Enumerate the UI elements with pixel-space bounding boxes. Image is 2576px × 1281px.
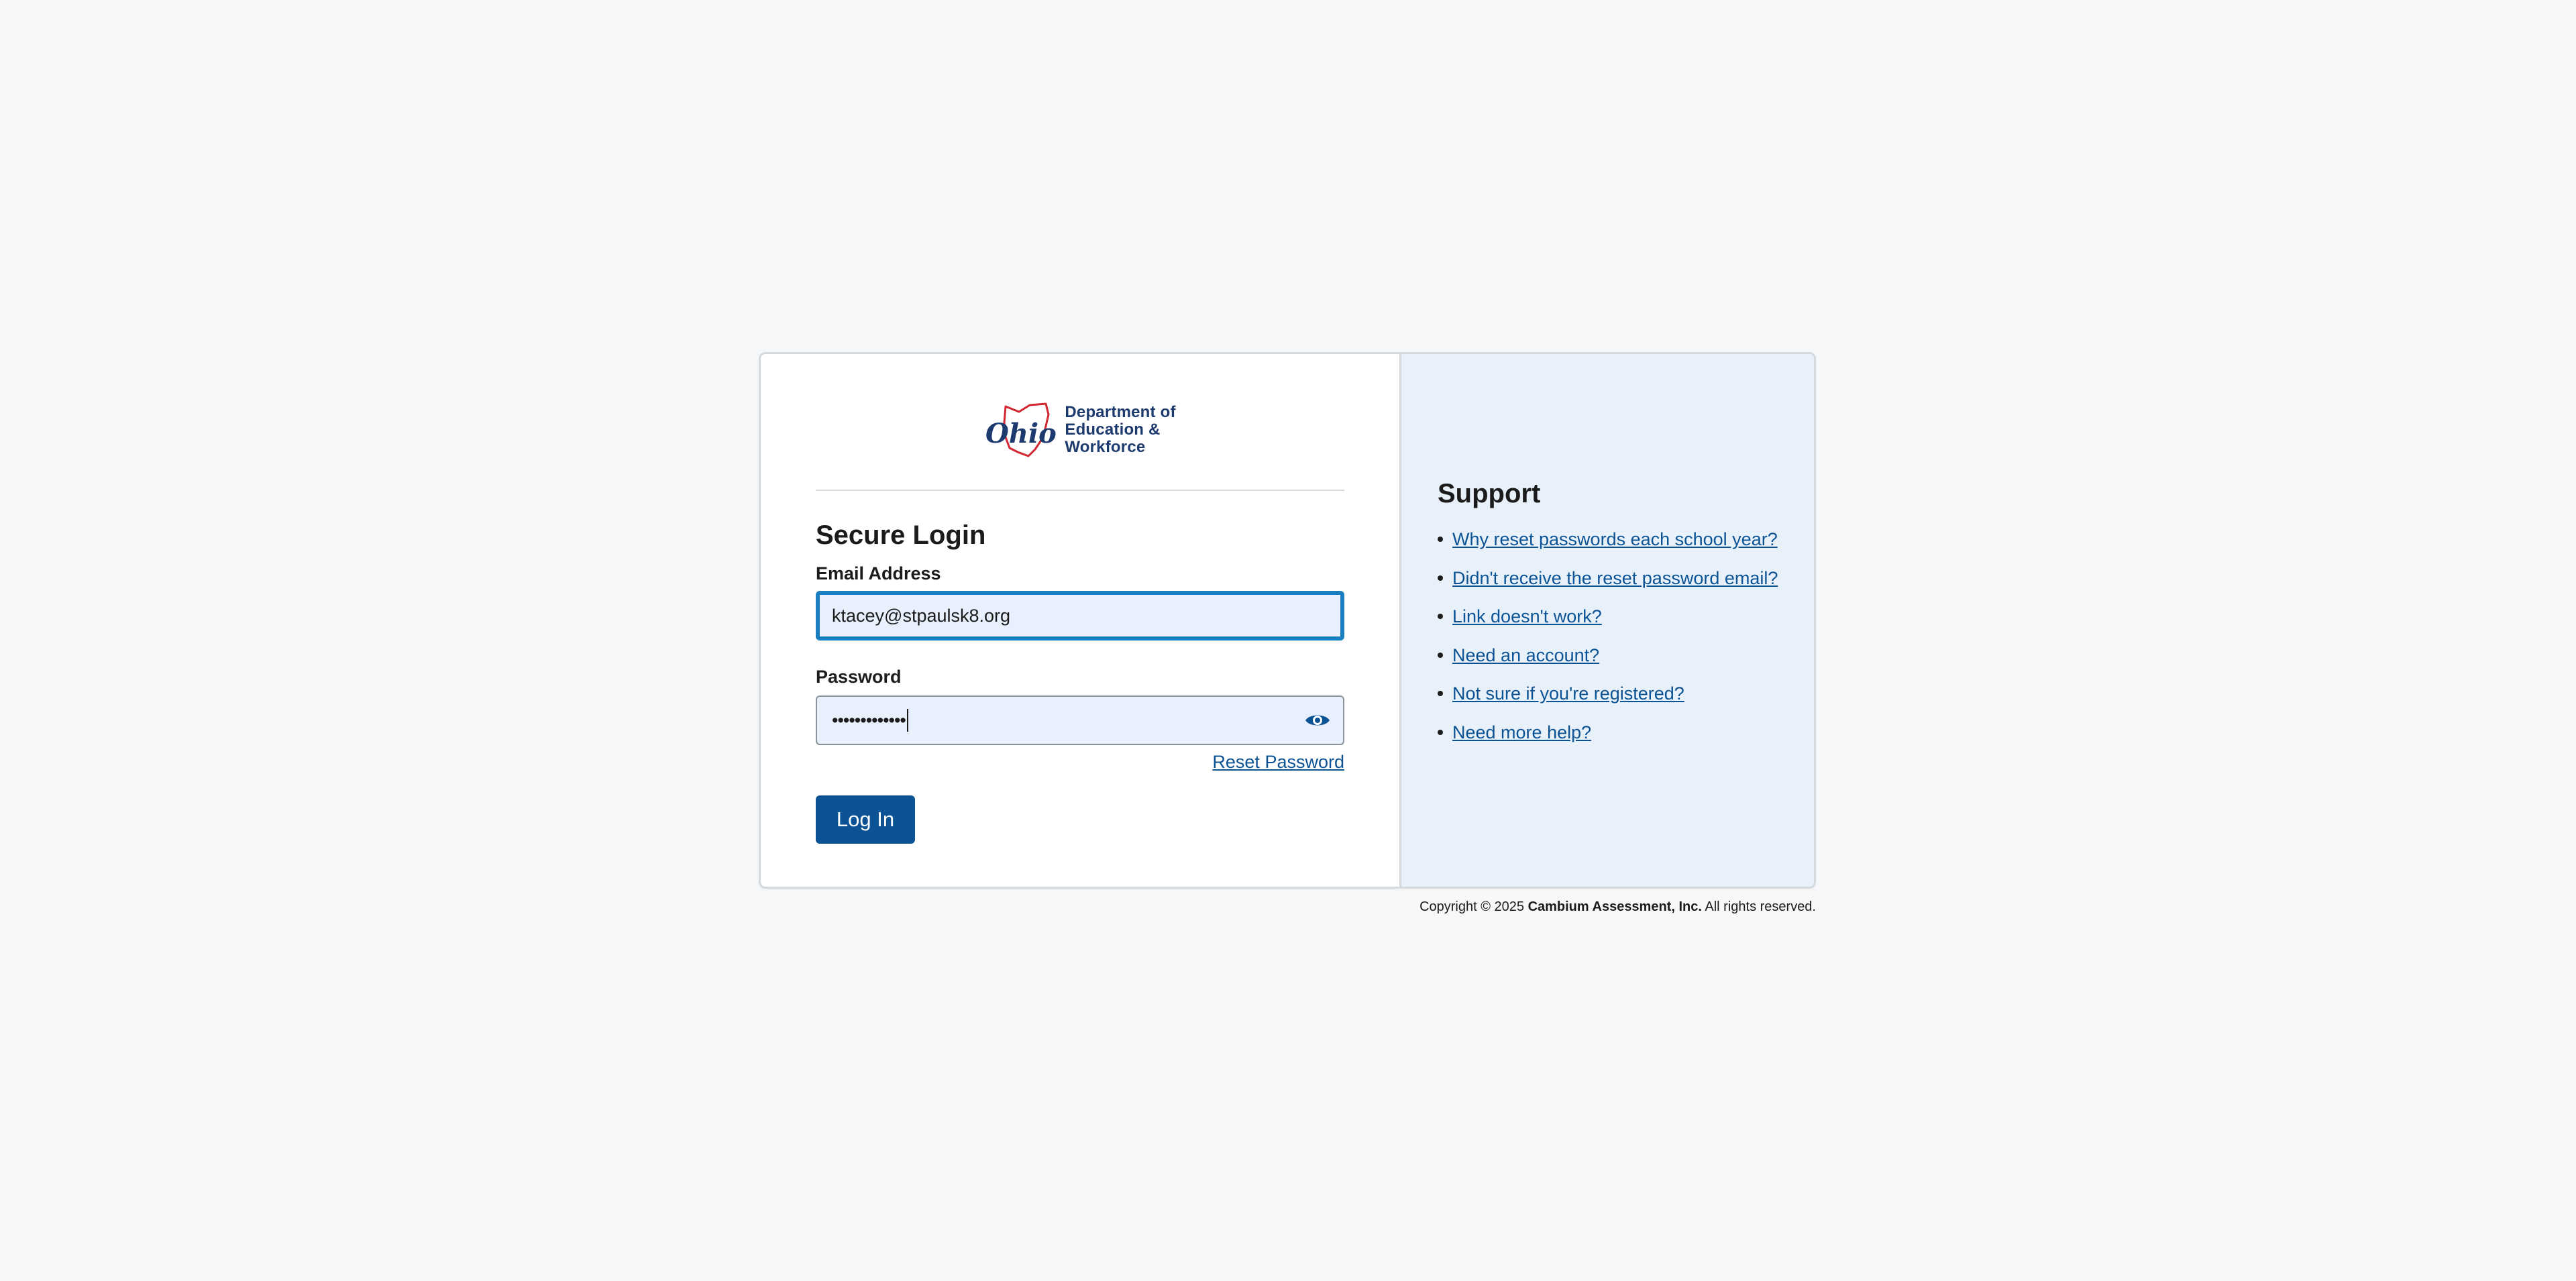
email-field[interactable] <box>816 591 1344 640</box>
list-item <box>1438 567 1778 606</box>
support-link-registered[interactable]: Not sure if you're registered? <box>1452 683 1684 704</box>
text-caret <box>907 709 908 732</box>
support-link-reset-email[interactable]: Didn't receive the reset password email? <box>1452 567 1778 588</box>
copyright-company: Cambium Assessment, Inc. <box>1527 899 1702 914</box>
eye-icon[interactable] <box>1304 711 1331 730</box>
logo-divider <box>816 490 1344 491</box>
login-card <box>759 352 1816 889</box>
copyright-prefix: Copyright © 2025 <box>1419 899 1528 914</box>
email-label: Email Address <box>816 563 941 583</box>
department-logo <box>761 400 1399 460</box>
support-link-more-help[interactable]: Need more help? <box>1452 722 1592 742</box>
logo-line-1: Department of <box>1065 403 1176 421</box>
support-link-link-not-work[interactable]: Link doesn't work? <box>1452 606 1602 626</box>
list-item <box>1438 528 1778 567</box>
list-item <box>1438 683 1778 722</box>
login-panel <box>761 354 1399 887</box>
reset-password-link[interactable]: Reset Password <box>1212 752 1344 772</box>
list-item <box>1438 722 1778 761</box>
logo-line-2: Education & <box>1065 421 1161 439</box>
support-link-need-account[interactable]: Need an account? <box>1452 645 1600 665</box>
log-in-button[interactable]: Log In <box>816 795 915 844</box>
password-field[interactable] <box>816 695 1344 745</box>
support-title: Support <box>1438 479 1541 508</box>
support-link-reset-passwords[interactable]: Why reset passwords each school year? <box>1452 529 1778 549</box>
logo-line-3: Workforce <box>1065 438 1146 456</box>
password-label: Password <box>816 667 902 687</box>
list-item <box>1438 645 1778 683</box>
list-item <box>1438 606 1778 645</box>
support-panel <box>1399 354 1814 887</box>
copyright-footer <box>1419 899 1816 915</box>
logo-text <box>1065 404 1175 456</box>
support-links-list <box>1438 528 1778 760</box>
copyright-suffix: All rights reserved. <box>1701 899 1816 914</box>
ohio-state-logo-icon <box>984 400 1058 460</box>
email-value: ktacey@stpaulsk8.org <box>832 605 1011 626</box>
logo-script-text: Ohio <box>985 418 1057 449</box>
password-value: ••••••••••••• <box>832 710 906 730</box>
page-title: Secure Login <box>816 520 986 550</box>
